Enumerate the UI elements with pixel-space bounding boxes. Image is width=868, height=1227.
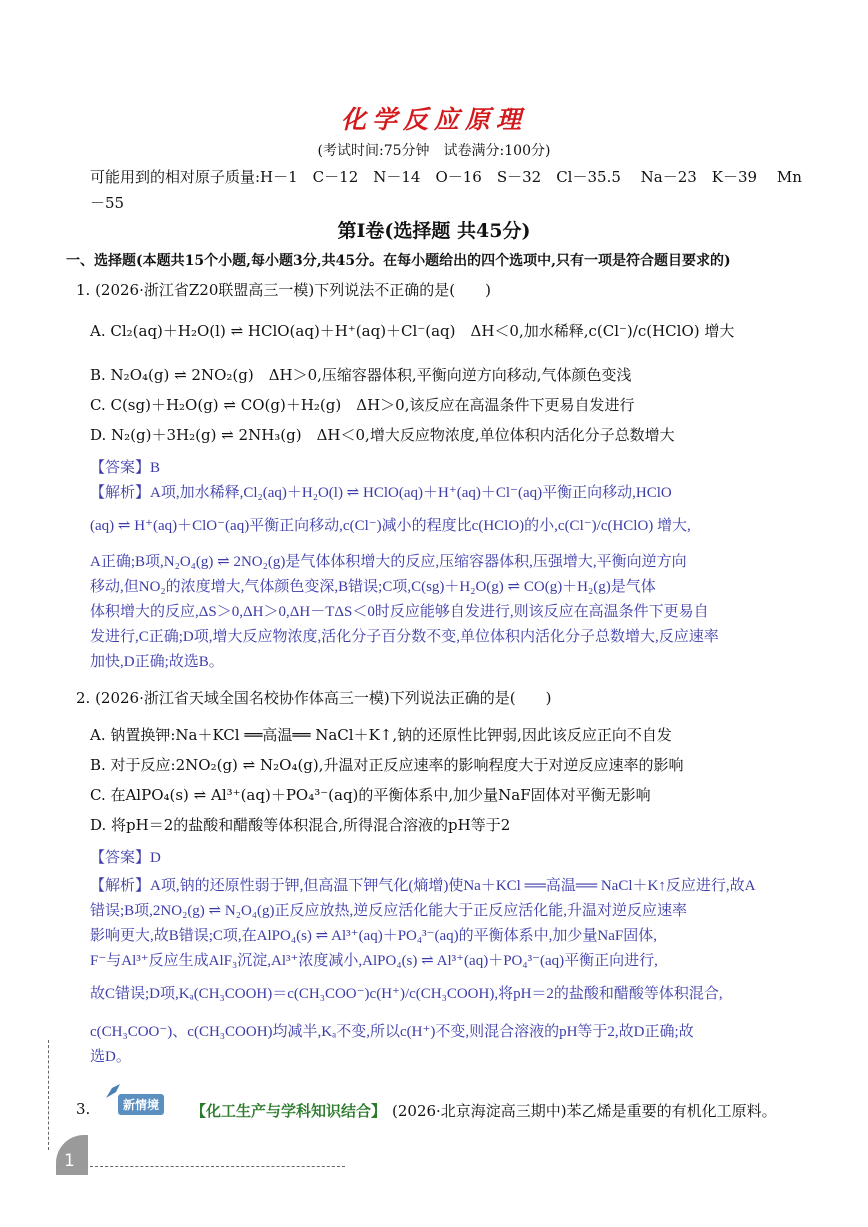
- q3-text: (2026·北京海淀高三期中)苯乙烯是重要的有机化工原料。: [392, 1102, 777, 1120]
- part-heading: 一、选择题(本题共15个小题,每小题3分,共45分。在每小题给出的四个选项中,只有一项是符合题目要求的): [66, 253, 731, 269]
- q2-explanation-line: c(CH₃COO⁻)、c(CH₃COOH)均减半,Kₐ不变,所以c(H⁺)不变,则混合溶液的pH等于2,故D正确;故: [90, 1024, 694, 1040]
- page-title: 化学反应原理: [340, 105, 527, 134]
- new-context-tag: 新情境: [118, 1094, 164, 1115]
- q2-explanation-line: F⁻与Al³⁺反应生成AlF₃沉淀,Al³⁺浓度减小,AlPO₄(s) ⇌ Al³⁺(aq)＋PO₄³⁻(aq)平衡正向进行,: [90, 953, 658, 969]
- margin-dashed-line: [48, 1040, 49, 1150]
- q2-option-b: B. 对于反应:2NO₂(g) ⇌ N₂O₄(g),升温对正反应速率的影响程度大于对逆反应速率的影响: [90, 756, 684, 774]
- q2-option-d: D. 将pH＝2的盐酸和醋酸等体积混合,所得混合溶液的pH等于2: [90, 816, 511, 834]
- q3-number: 3.: [76, 1100, 91, 1118]
- q1-option-c: C. C(sg)＋H₂O(g) ⇌ CO(g)＋H₂(g) ΔH＞0,该反应在高温条件下更易自发进行: [90, 396, 635, 414]
- footer-dashed-line: [90, 1166, 345, 1167]
- q1-explanation-line: A正确;B项,N₂O₄(g) ⇌ 2NO₂(g)是气体体积增大的反应,压缩容器体积,压强增大,平衡向逆方向: [90, 554, 687, 570]
- atomic-masses-line2: －55: [90, 194, 125, 212]
- exam-info: (考试时间:75分钟 试卷满分:100分): [317, 143, 551, 159]
- q1-explanation-line: 加快,D正确;故选B。: [90, 654, 224, 670]
- q1-option-a: A. Cl₂(aq)＋H₂O(l) ⇌ HClO(aq)＋H⁺(aq)＋Cl⁻(aq) ΔH＜0,加水稀释,c(Cl⁻)/c(HClO) 增大: [90, 322, 735, 340]
- q1-explanation-line: 【解析】A项,加水稀释,Cl₂(aq)＋H₂O(l) ⇌ HClO(aq)＋H⁺(aq)＋Cl⁻(aq)平衡正向移动,HClO: [90, 485, 672, 501]
- q1-explanation-line: 体积增大的反应,ΔS＞0,ΔH＞0,ΔH－TΔS＜0时反应能够自发进行,则该反应在高温条件下更易自: [90, 604, 709, 620]
- q2-explanation-line: 【解析】A项,钠的还原性弱于钾,但高温下钾气化(熵增)使Na＋KCl ══高温══ NaCl＋K↑反应进行,故A: [90, 878, 756, 894]
- q2-answer: 【答案】D: [90, 850, 161, 866]
- q1-explanation-line: 移动,但NO₂的浓度增大,气体颜色变深,B错误;C项,C(sg)＋H₂O(g) ⇌ CO(g)＋H₂(g)是气体: [90, 579, 656, 595]
- q1-option-d: D. N₂(g)＋3H₂(g) ⇌ 2NH₃(g) ΔH＜0,增大反应物浓度,单位体积内活化分子总数增大: [90, 426, 675, 444]
- q2-explanation-line: 选D。: [90, 1049, 131, 1065]
- page-number: 1: [56, 1135, 88, 1175]
- q2-explanation-line: 故C错误;D项,Kₐ(CH₃COOH)＝c(CH₃COO⁻)c(H⁺)/c(CH₃COOH),将pH＝2的盐酸和醋酸等体积混合,: [90, 986, 723, 1002]
- q1-explanation-line: (aq) ⇌ H⁺(aq)＋ClO⁻(aq)平衡正向移动,c(Cl⁻)减小的程度比c(HClO)的小,c(Cl⁻)/c(HClO) 增大,: [90, 518, 691, 534]
- q2-option-c: C. 在AlPO₄(s) ⇌ Al³⁺(aq)＋PO₄³⁻(aq)的平衡体系中,加少量NaF固体对平衡无影响: [90, 786, 651, 804]
- q1-option-b: B. N₂O₄(g) ⇌ 2NO₂(g) ΔH＞0,压缩容器体积,平衡向逆方向移动,气体颜色变浅: [90, 366, 632, 384]
- q1-stem: 1. (2026·浙江省Z20联盟高三一模)下列说法不正确的是( ): [76, 281, 491, 299]
- atomic-masses-line1: 可能用到的相对原子质量:H－1 C－12 N－14 O－16 S－32 Cl－35.5 Na－23 K－39 Mn: [90, 168, 802, 186]
- q2-explanation-line: 错误;B项,2NO₂(g) ⇌ N₂O₄(g)正反应放热,逆反应活化能大于正反应活化能,升温对逆反应速率: [90, 903, 687, 919]
- q2-explanation-line: 影响更大,故B错误;C项,在AlPO₄(s) ⇌ Al³⁺(aq)＋PO₄³⁻(aq)的平衡体系中,加少量NaF固体,: [90, 928, 658, 944]
- q2-option-a: A. 钠置换钾:Na＋KCl ══高温══ NaCl＋K↑,钠的还原性比钾弱,因此该反应正向不自发: [90, 726, 672, 744]
- q1-explanation-line: 发进行,C正确;D项,增大反应物浓度,活化分子百分数不变,单位体积内活化分子总数增大,反应速率: [90, 629, 719, 645]
- q3-topic: 【化工生产与学科知识结合】: [191, 1102, 387, 1120]
- q1-answer: 【答案】B: [90, 460, 161, 476]
- section-title: 第Ⅰ卷(选择题 共45分): [337, 220, 531, 242]
- q2-stem: 2. (2026·浙江省天域全国名校协作体高三一模)下列说法正确的是( ): [76, 689, 552, 707]
